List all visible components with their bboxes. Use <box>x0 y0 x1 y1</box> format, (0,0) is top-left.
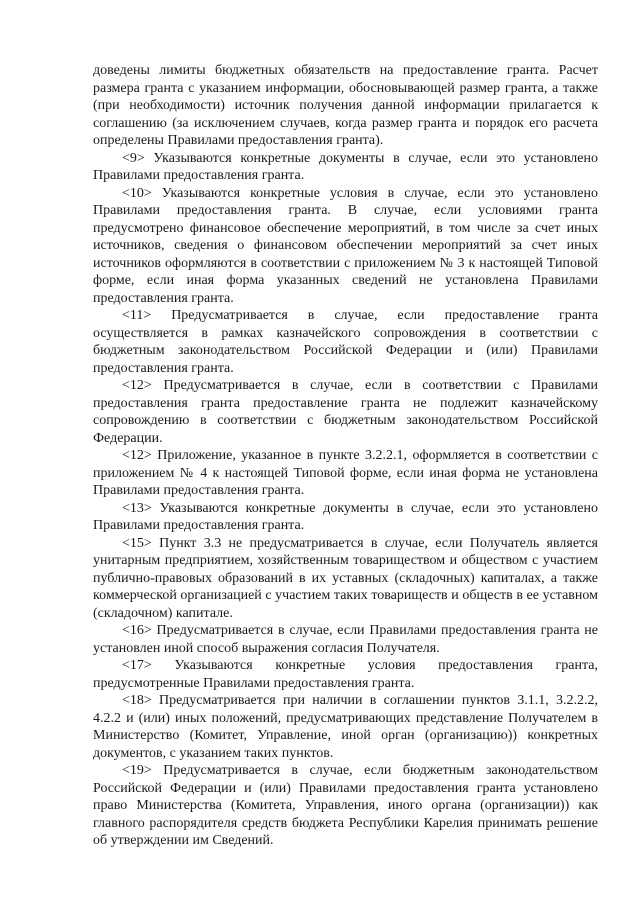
footnote-12-second: <12> Приложение, указанное в пункте 3.2.2.1, оформляется в соответствии с приложением № 4 к настоящей Типовой форме, если иная форма не установлена Правилами предоставления гранта. <box>93 448 598 498</box>
footnote-18: <18> Предусматривается при наличии в соглашении пунктов 3.1.1, 3.2.2.2, 4.2.2 и (или) иных положений, предусматривающих представление Получателем в Министерство (Комитет, Управление, иной орган (организацию)) конкретных документов, с указанием таких пунктов. <box>93 693 598 761</box>
document-page <box>93 62 598 850</box>
paragraph-continuation: доведены лимиты бюджетных обязательств на предоставление гранта. Расчет размера гранта с указанием информации, обосновывающей размер гранта, а также (при необходимости) источник получения данной информации прилагается к соглашению (за исключением случаев, когда размер гранта и порядок его расчета определены Правилами предоставления гранта). <box>93 63 598 148</box>
footnote-12: <12> Предусматривается в случае, если в соответствии с Правилами предоставления гранта предоставление гранта не подлежит казначейскому сопровождению в соответствии с бюджетным законодательством Российской Федерации. <box>93 378 598 446</box>
footnote-9: <9> Указываются конкретные документы в случае, если это установлено Правилами предоставления гранта. <box>93 150 598 183</box>
footnote-13: <13> Указываются конкретные документы в случае, если это установлено Правилами предоставления гранта. <box>93 500 598 533</box>
footnote-17: <17> Указываются конкретные условия предоставления гранта, предусмотренные Правилами предоставления гранта. <box>93 658 598 691</box>
footnote-11: <11> Предусматривается в случае, если предоставление гранта осуществляется в рамках казначейского сопровождения в соответствии с бюджетным законодательством Российской Федерации и (или) Правилами предоставления гранта. <box>93 308 598 376</box>
footnote-16: <16> Предусматривается в случае, если Правилами предоставления гранта не установлен иной способ выражения согласия Получателя. <box>93 623 598 656</box>
footnote-10: <10> Указываются конкретные условия в случае, если это установлено Правилами предоставления гранта. В случае, если условиями гранта предусмотрено финансовое обеспечение мероприятий, в том числе за счет иных источников, сведения о финансовом обеспечении мероприятий за счет иных источников оформляются в соответствии с приложением № 3 к настоящей Типовой форме, если иная форма указанных сведений не установлена Правилами предоставления гранта. <box>93 185 598 306</box>
footnote-15: <15> Пункт 3.3 не предусматривается в случае, если Получатель является унитарным предприятием, хозяйственным товариществом и обществом с участием публично-правовых образований в их уставных (складочных) капиталах, а также коммерческой организацией с участием таких товариществ и обществ в ее уставном (складочном) капитале. <box>93 535 598 621</box>
footnote-19: <19> Предусматривается в случае, если бюджетным законодательством Российской Федерации и (или) Правилами предоставления гранта установлено право Министерства (Комитета, Управления, иного органа (организации)) как главного распорядителя средств бюджета Республики Карелия принимать решение об утверждении им Сведений. <box>93 763 598 848</box>
